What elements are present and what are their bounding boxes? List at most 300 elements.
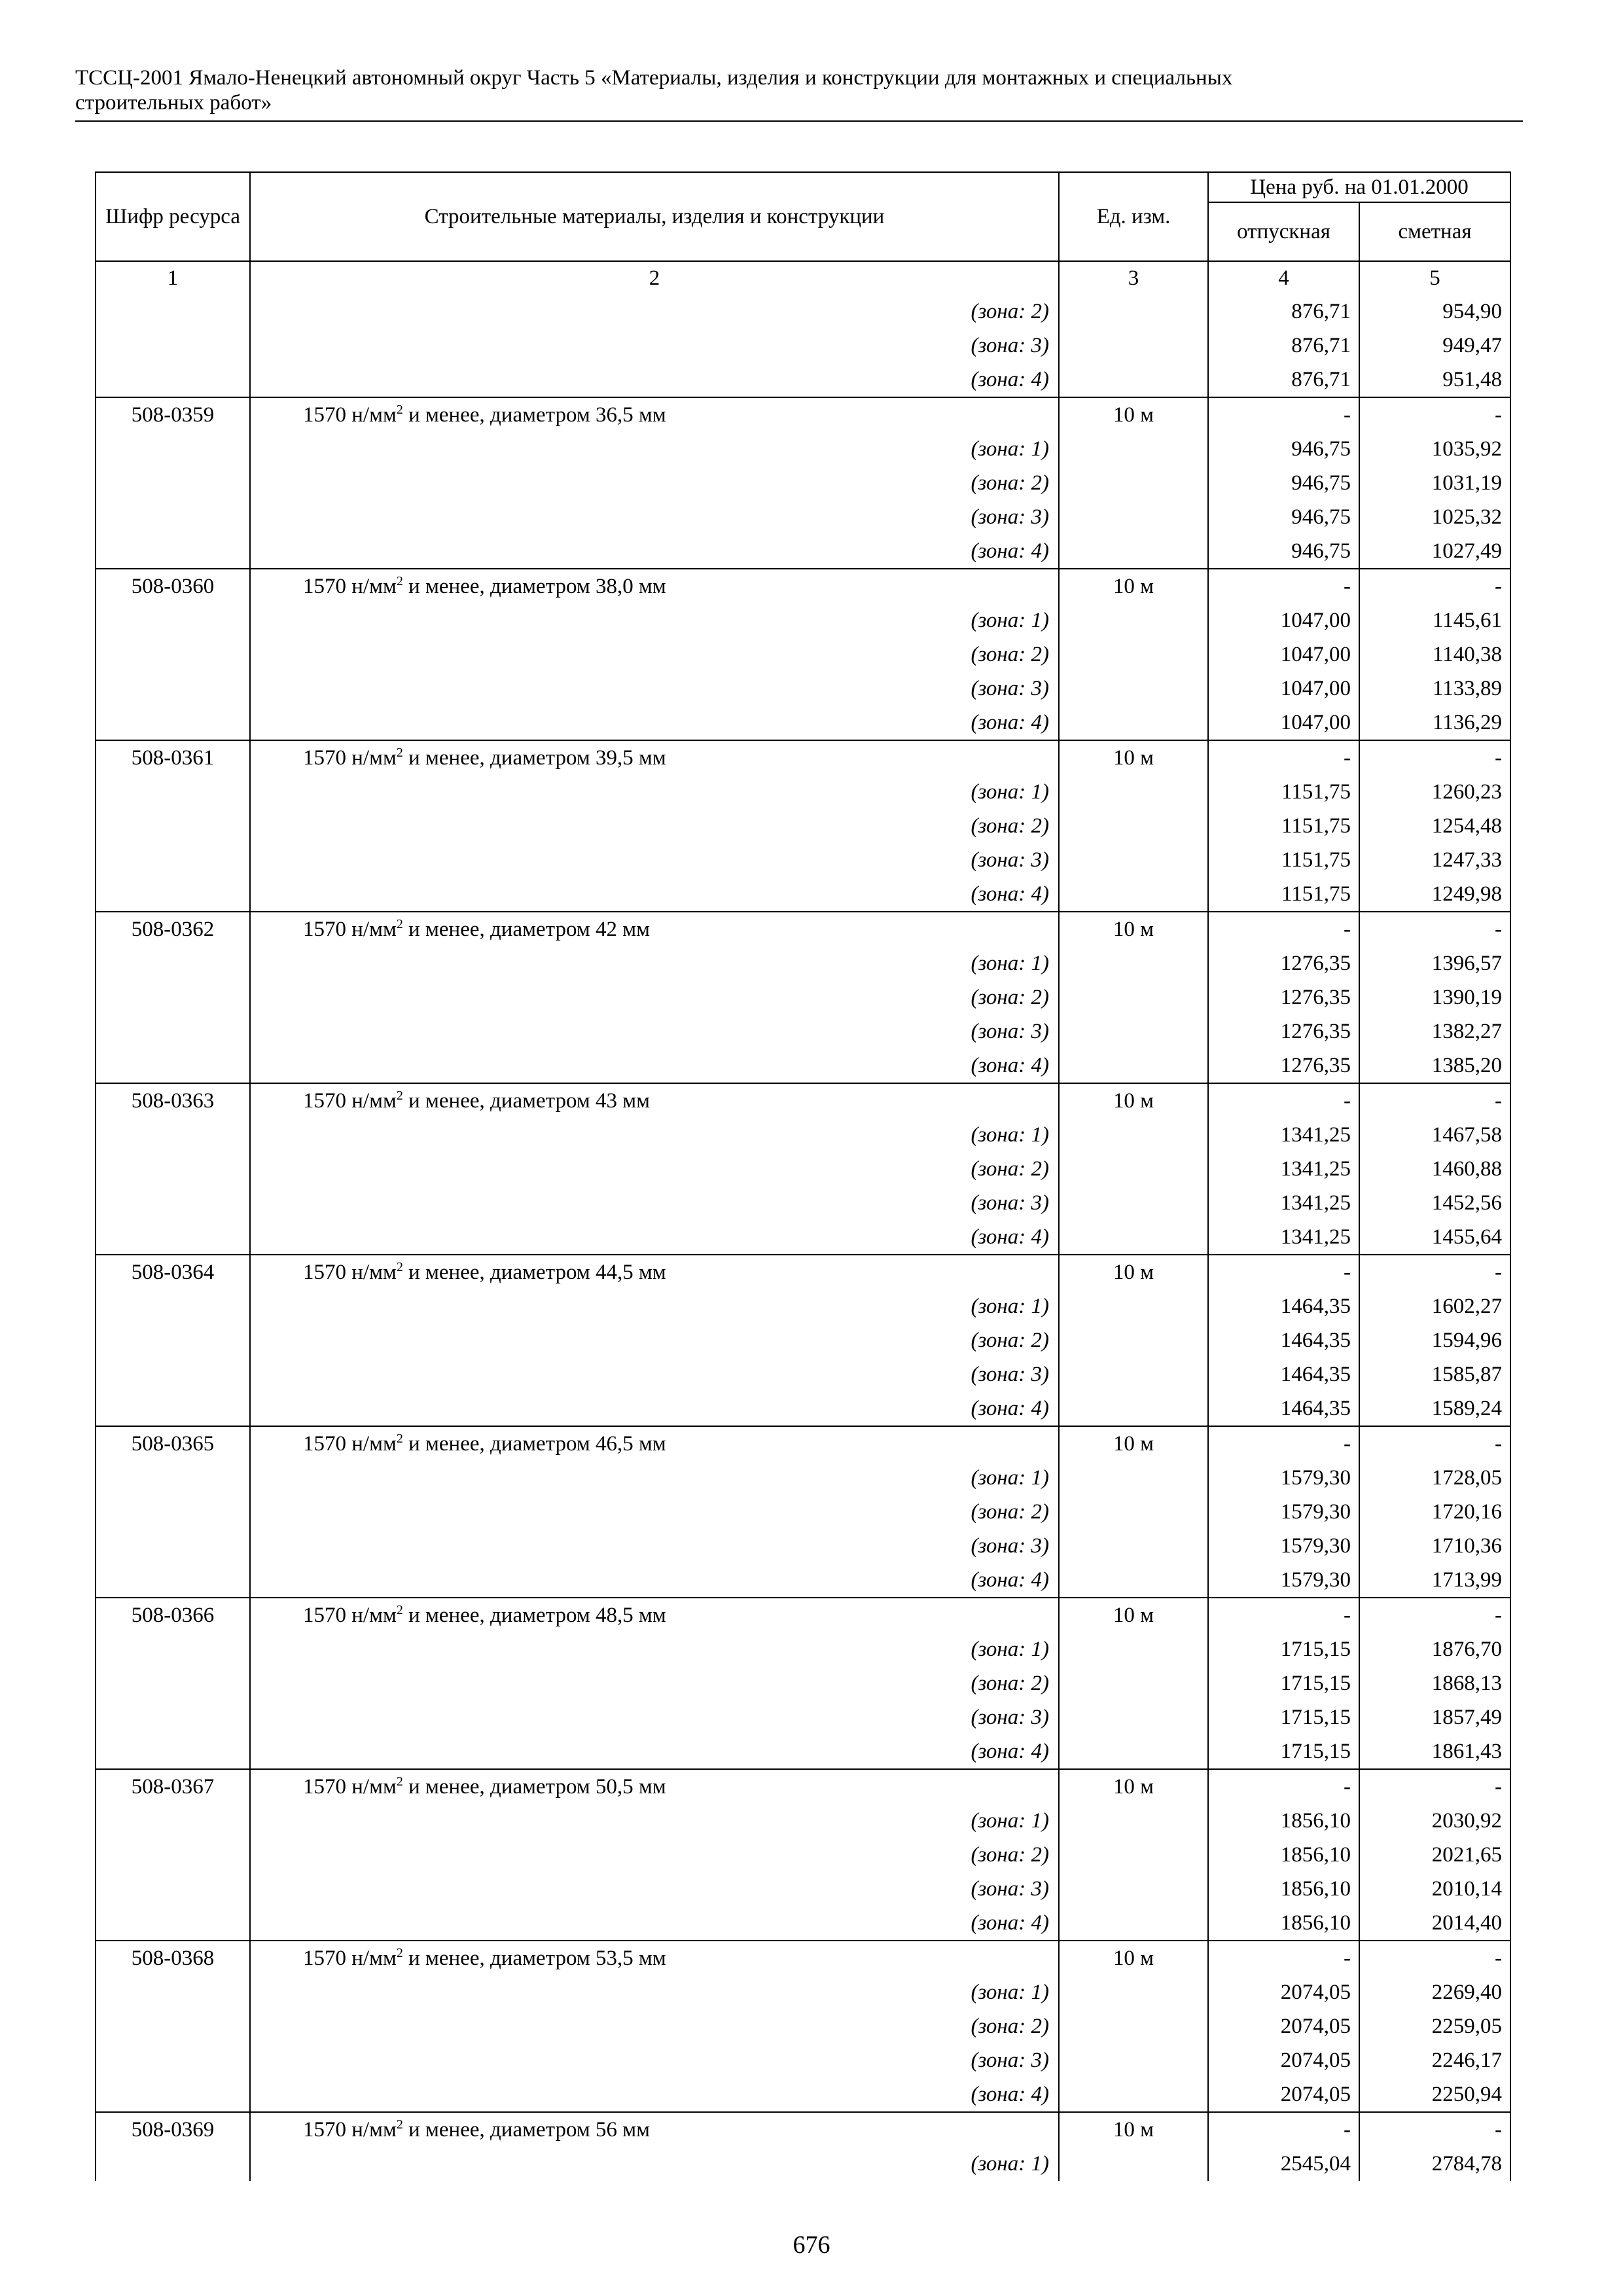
item-name <box>250 1769 1059 1804</box>
release-price: 1715,15 <box>1208 1734 1359 1769</box>
zone-label: (зона: 4) <box>250 2077 1059 2112</box>
unit-cell <box>1059 775 1208 809</box>
item-name <box>250 2112 1059 2147</box>
estimate-price: - <box>1359 1426 1510 1461</box>
unit-cell <box>1059 877 1208 912</box>
release-price: - <box>1208 1941 1359 1975</box>
item-name-text: 1570 н/мм <box>303 1432 397 1456</box>
unit-cell <box>1059 432 1208 466</box>
column-number: 3 <box>1059 261 1208 295</box>
zone-label: (зона: 1) <box>250 2147 1059 2181</box>
zone-label: (зона: 3) <box>250 1872 1059 1906</box>
item-name-text: и менее, диаметром 53,5 мм <box>402 1946 666 1970</box>
zone-row <box>96 980 1510 1014</box>
item-name <box>250 740 1059 775</box>
estimate-price: 949,47 <box>1359 329 1510 363</box>
item-row <box>96 1941 1510 1975</box>
zone-row <box>96 1872 1510 1906</box>
release-price: 1276,35 <box>1208 946 1359 980</box>
item-name-text: 1570 н/мм <box>303 1261 397 1284</box>
code-cell <box>96 980 250 1014</box>
zone-row <box>96 1495 1510 1529</box>
zone-label: (зона: 1) <box>250 1461 1059 1495</box>
zone-label: (зона: 2) <box>250 466 1059 500</box>
unit-cell <box>1059 2043 1208 2077</box>
header-line-2: строительных работ» <box>75 91 272 115</box>
zone-label: (зона: 4) <box>250 1563 1059 1598</box>
continuation-row <box>96 329 1510 363</box>
code-cell <box>96 1804 250 1838</box>
zone-label: (зона: 2) <box>250 2009 1059 2043</box>
code-cell <box>96 432 250 466</box>
zone-label: (зона: 1) <box>250 1804 1059 1838</box>
zone-label: (зона: 2) <box>250 637 1059 672</box>
item-name-superscript: 2 <box>396 1260 403 1274</box>
resource-code: 508-0360 <box>96 569 250 603</box>
unit-cell: 10 м <box>1059 1941 1208 1975</box>
estimate-price: 1710,36 <box>1359 1529 1510 1563</box>
code-cell <box>96 706 250 740</box>
item-name-text: и менее, диаметром 46,5 мм <box>402 1432 666 1456</box>
unit-cell <box>1059 1118 1208 1152</box>
item-row <box>96 1426 1510 1461</box>
item-name-text: 1570 н/мм <box>303 1946 397 1970</box>
zone-label: (зона: 3) <box>250 1014 1059 1049</box>
page-number: 676 <box>793 2231 830 2259</box>
release-price: 1276,35 <box>1208 980 1359 1014</box>
zone-label: (зона: 1) <box>250 1118 1059 1152</box>
item-row <box>96 1255 1510 1289</box>
zone-label: (зона: 1) <box>250 432 1059 466</box>
unit-cell <box>1059 2077 1208 2112</box>
zone-row <box>96 500 1510 534</box>
unit-cell: 10 м <box>1059 1769 1208 1804</box>
continuation-row <box>96 363 1510 397</box>
release-price: 1579,30 <box>1208 1495 1359 1529</box>
estimate-price: 1857,49 <box>1359 1700 1510 1734</box>
item-row <box>96 912 1510 946</box>
estimate-price: 1136,29 <box>1359 706 1510 740</box>
unit-cell <box>1059 1049 1208 1083</box>
resource-code: 508-0368 <box>96 1941 250 1975</box>
item-name-superscript: 2 <box>396 1774 403 1789</box>
code-cell <box>96 1323 250 1357</box>
estimate-price: 1254,48 <box>1359 809 1510 843</box>
unit-cell: 10 м <box>1059 2112 1208 2147</box>
code-cell <box>96 809 250 843</box>
release-price: 1276,35 <box>1208 1014 1359 1049</box>
estimate-price: - <box>1359 569 1510 603</box>
release-price: - <box>1208 397 1359 432</box>
release-price: - <box>1208 569 1359 603</box>
zone-label: (зона: 4) <box>250 1220 1059 1255</box>
unit-cell <box>1059 1289 1208 1323</box>
release-price: 876,71 <box>1208 363 1359 397</box>
unit-cell <box>1059 1734 1208 1769</box>
unit-cell <box>1059 1529 1208 1563</box>
code-cell <box>96 1529 250 1563</box>
zone-label: (зона: 4) <box>250 1049 1059 1083</box>
zone-row <box>96 1734 1510 1769</box>
code-cell <box>96 775 250 809</box>
estimate-price: 1460,88 <box>1359 1152 1510 1186</box>
release-price: 1047,00 <box>1208 603 1359 637</box>
code-cell <box>96 637 250 672</box>
estimate-price: - <box>1359 740 1510 775</box>
zone-row <box>96 1804 1510 1838</box>
zone-row <box>96 1632 1510 1666</box>
unit-cell <box>1059 603 1208 637</box>
item-name-superscript: 2 <box>396 1431 403 1446</box>
zone-label: (зона: 3) <box>250 1700 1059 1734</box>
zone-row <box>96 1391 1510 1426</box>
zone-label: (зона: 2) <box>250 980 1059 1014</box>
code-cell <box>96 1152 250 1186</box>
code-cell <box>96 1289 250 1323</box>
unit-cell <box>1059 1495 1208 1529</box>
unit-cell: 10 м <box>1059 740 1208 775</box>
zone-label: (зона: 3) <box>250 1529 1059 1563</box>
unit-cell <box>1059 980 1208 1014</box>
zone-row <box>96 1152 1510 1186</box>
release-price: 1047,00 <box>1208 672 1359 706</box>
item-name-superscript: 2 <box>396 917 403 931</box>
unit-cell <box>1059 500 1208 534</box>
column-number: 4 <box>1208 261 1359 295</box>
unit-cell <box>1059 946 1208 980</box>
header-estimate-price: сметная <box>1359 202 1510 261</box>
release-price: 2074,05 <box>1208 2077 1359 2112</box>
release-price: 1151,75 <box>1208 775 1359 809</box>
estimate-price: 954,90 <box>1359 295 1510 329</box>
zone-label: (зона: 4) <box>250 1391 1059 1426</box>
item-name-superscript: 2 <box>396 403 403 417</box>
column-number: 1 <box>96 261 250 295</box>
estimate-price: 1720,16 <box>1359 1495 1510 1529</box>
unit-cell <box>1059 363 1208 397</box>
release-price: 946,75 <box>1208 466 1359 500</box>
unit-cell <box>1059 1632 1208 1666</box>
zone-row <box>96 1289 1510 1323</box>
code-cell <box>96 1906 250 1941</box>
estimate-price: 951,48 <box>1359 363 1510 397</box>
header-price-group: Цена руб. на 01.01.2000 <box>1208 172 1510 202</box>
item-name-superscript: 2 <box>396 1603 403 1617</box>
release-price: - <box>1208 2112 1359 2147</box>
item-name-superscript: 2 <box>396 745 403 760</box>
column-number: 2 <box>250 261 1059 295</box>
estimate-price: 1031,19 <box>1359 466 1510 500</box>
estimate-price: 1390,19 <box>1359 980 1510 1014</box>
zone-label: (зона: 1) <box>250 1975 1059 2009</box>
zone-row <box>96 1049 1510 1083</box>
code-cell <box>96 1666 250 1700</box>
code-cell <box>96 466 250 500</box>
zone-row <box>96 1323 1510 1357</box>
zone-label: (зона: 3) <box>250 1186 1059 1220</box>
release-price: 946,75 <box>1208 534 1359 569</box>
release-price: 1464,35 <box>1208 1323 1359 1357</box>
code-cell <box>96 500 250 534</box>
release-price: 1341,25 <box>1208 1186 1359 1220</box>
zone-row <box>96 1563 1510 1598</box>
zone-row <box>96 534 1510 569</box>
zone-row <box>96 877 1510 912</box>
zone-row <box>96 2009 1510 2043</box>
release-price: 1856,10 <box>1208 1804 1359 1838</box>
release-price: 1341,25 <box>1208 1152 1359 1186</box>
release-price: 2074,05 <box>1208 1975 1359 2009</box>
item-name-text: 1570 н/мм <box>303 1775 397 1799</box>
zone-row <box>96 637 1510 672</box>
zone-label: (зона: 1) <box>250 603 1059 637</box>
item-name-text: 1570 н/мм <box>303 746 397 770</box>
continuation-row <box>96 295 1510 329</box>
column-numbers-row <box>96 261 1510 295</box>
unit-cell <box>1059 295 1208 329</box>
zone-label: (зона: 3) <box>250 672 1059 706</box>
code-cell <box>96 672 250 706</box>
unit-cell <box>1059 329 1208 363</box>
unit-cell: 10 м <box>1059 569 1208 603</box>
unit-cell <box>1059 1975 1208 2009</box>
item-row <box>96 397 1510 432</box>
item-name-text: 1570 н/мм <box>303 575 397 598</box>
estimate-price: 1876,70 <box>1359 1632 1510 1666</box>
estimate-price: 1589,24 <box>1359 1391 1510 1426</box>
unit-cell <box>1059 706 1208 740</box>
code-cell <box>96 843 250 877</box>
release-price: 1579,30 <box>1208 1563 1359 1598</box>
code-cell <box>96 1975 250 2009</box>
code-cell <box>96 946 250 980</box>
zone-row <box>96 1666 1510 1700</box>
zone-row <box>96 1529 1510 1563</box>
estimate-price: - <box>1359 2112 1510 2147</box>
estimate-price: - <box>1359 397 1510 432</box>
unit-cell <box>1059 1700 1208 1734</box>
estimate-price: 1140,38 <box>1359 637 1510 672</box>
code-cell <box>96 1734 250 1769</box>
release-price: 876,71 <box>1208 295 1359 329</box>
release-price: 2545,04 <box>1208 2147 1359 2181</box>
item-name-text: и менее, диаметром 38,0 мм <box>402 575 666 598</box>
code-cell <box>96 1461 250 1495</box>
header-line-1: ТССЦ-2001 Ямало-Ненецкий автономный округ Часть 5 «Материалы, изделия и конструкции для монтажных и специальных <box>75 66 1233 90</box>
code-cell <box>96 1049 250 1083</box>
item-name-text: и менее, диаметром 42 мм <box>402 918 650 941</box>
code-cell <box>96 295 250 329</box>
zone-row <box>96 775 1510 809</box>
zone-label: (зона: 2) <box>250 1666 1059 1700</box>
zone-label: (зона: 4) <box>250 877 1059 912</box>
estimate-price: 1602,27 <box>1359 1289 1510 1323</box>
estimate-price: 1728,05 <box>1359 1461 1510 1495</box>
zone-label: (зона: 2) <box>250 1495 1059 1529</box>
release-price: 1715,15 <box>1208 1700 1359 1734</box>
zone-label: (зона: 2) <box>250 1323 1059 1357</box>
unit-cell <box>1059 1186 1208 1220</box>
unit-cell <box>1059 1461 1208 1495</box>
header-unit: Ед. изм. <box>1059 172 1208 261</box>
zone-row <box>96 603 1510 637</box>
release-price: 1856,10 <box>1208 1906 1359 1941</box>
unit-cell <box>1059 1804 1208 1838</box>
release-price: 1579,30 <box>1208 1461 1359 1495</box>
zone-row <box>96 1357 1510 1391</box>
estimate-price: 2259,05 <box>1359 2009 1510 2043</box>
header-rule <box>75 120 1523 122</box>
zone-row <box>96 946 1510 980</box>
item-row <box>96 1083 1510 1118</box>
zone-row <box>96 1118 1510 1152</box>
estimate-price: 2014,40 <box>1359 1906 1510 1941</box>
unit-cell <box>1059 1220 1208 1255</box>
price-table <box>95 171 1511 2181</box>
item-name-superscript: 2 <box>396 2117 403 2132</box>
item-name <box>250 1941 1059 1975</box>
code-cell <box>96 877 250 912</box>
code-cell <box>96 1186 250 1220</box>
release-price: 1151,75 <box>1208 809 1359 843</box>
zone-row <box>96 809 1510 843</box>
zone-label: (зона: 1) <box>250 946 1059 980</box>
item-name <box>250 397 1059 432</box>
code-cell <box>96 1632 250 1666</box>
estimate-price: 1396,57 <box>1359 946 1510 980</box>
release-price: 1715,15 <box>1208 1632 1359 1666</box>
unit-cell <box>1059 1563 1208 1598</box>
item-name-text: 1570 н/мм <box>303 1089 397 1113</box>
zone-row <box>96 1700 1510 1734</box>
estimate-price: - <box>1359 1769 1510 1804</box>
estimate-price: 1382,27 <box>1359 1014 1510 1049</box>
unit-cell: 10 м <box>1059 1255 1208 1289</box>
unit-cell <box>1059 466 1208 500</box>
unit-cell <box>1059 1323 1208 1357</box>
estimate-price: 1133,89 <box>1359 672 1510 706</box>
release-price: - <box>1208 1769 1359 1804</box>
code-cell <box>96 2147 250 2181</box>
item-name-text: и менее, диаметром 56 мм <box>402 2118 650 2142</box>
code-cell <box>96 1220 250 1255</box>
estimate-price: 1035,92 <box>1359 432 1510 466</box>
zone-label: (зона: 2) <box>250 1838 1059 1872</box>
unit-cell <box>1059 1152 1208 1186</box>
item-row <box>96 2112 1510 2147</box>
estimate-price: 2030,92 <box>1359 1804 1510 1838</box>
item-name-superscript: 2 <box>396 1088 403 1103</box>
estimate-price: 1713,99 <box>1359 1563 1510 1598</box>
estimate-price: 1025,32 <box>1359 500 1510 534</box>
code-cell <box>96 1357 250 1391</box>
release-price: 1341,25 <box>1208 1118 1359 1152</box>
zone-row <box>96 2043 1510 2077</box>
code-cell <box>96 1118 250 1152</box>
estimate-price: 1868,13 <box>1359 1666 1510 1700</box>
estimate-price: 1260,23 <box>1359 775 1510 809</box>
item-name <box>250 912 1059 946</box>
estimate-price: 1594,96 <box>1359 1323 1510 1357</box>
item-name-text: и менее, диаметром 36,5 мм <box>402 403 666 427</box>
release-price: 946,75 <box>1208 432 1359 466</box>
page-header <box>75 65 1522 115</box>
item-row <box>96 1598 1510 1632</box>
unit-cell <box>1059 2009 1208 2043</box>
zone-label: (зона: 3) <box>250 843 1059 877</box>
release-price: 1464,35 <box>1208 1289 1359 1323</box>
release-price: 1341,25 <box>1208 1220 1359 1255</box>
estimate-price: 1452,56 <box>1359 1186 1510 1220</box>
item-name-text: и менее, диаметром 44,5 мм <box>402 1261 666 1284</box>
item-name <box>250 1426 1059 1461</box>
estimate-price: 2784,78 <box>1359 2147 1510 2181</box>
estimate-price: 2010,14 <box>1359 1872 1510 1906</box>
unit-cell <box>1059 1357 1208 1391</box>
code-cell <box>96 603 250 637</box>
estimate-price: 2250,94 <box>1359 2077 1510 2112</box>
unit-cell <box>1059 1014 1208 1049</box>
code-cell <box>96 2009 250 2043</box>
unit-cell <box>1059 1872 1208 1906</box>
unit-cell <box>1059 1838 1208 1872</box>
zone-row <box>96 843 1510 877</box>
unit-cell: 10 м <box>1059 1598 1208 1632</box>
release-price: 1579,30 <box>1208 1529 1359 1563</box>
item-name <box>250 1255 1059 1289</box>
resource-code: 508-0359 <box>96 397 250 432</box>
estimate-price: 2269,40 <box>1359 1975 1510 2009</box>
release-price: 1856,10 <box>1208 1872 1359 1906</box>
estimate-price: - <box>1359 1255 1510 1289</box>
header-material: Строительные материалы, изделия и конструкции <box>250 172 1059 261</box>
release-price: 1276,35 <box>1208 1049 1359 1083</box>
item-name-text: 1570 н/мм <box>303 918 397 941</box>
unit-cell: 10 м <box>1059 397 1208 432</box>
release-price: - <box>1208 740 1359 775</box>
code-cell <box>96 534 250 569</box>
header-release-price: отпускная <box>1208 202 1359 261</box>
estimate-price: 1455,64 <box>1359 1220 1510 1255</box>
unit-cell <box>1059 2147 1208 2181</box>
release-price: - <box>1208 1598 1359 1632</box>
release-price: 1464,35 <box>1208 1357 1359 1391</box>
code-cell <box>96 1014 250 1049</box>
release-price: 1464,35 <box>1208 1391 1359 1426</box>
item-name-text: и менее, диаметром 39,5 мм <box>402 746 666 770</box>
code-cell <box>96 329 250 363</box>
unit-cell <box>1059 534 1208 569</box>
estimate-price: - <box>1359 1083 1510 1118</box>
unit-cell <box>1059 1906 1208 1941</box>
item-row <box>96 1769 1510 1804</box>
code-cell <box>96 1700 250 1734</box>
estimate-price: 1145,61 <box>1359 603 1510 637</box>
code-cell <box>96 2077 250 2112</box>
estimate-price: 2246,17 <box>1359 2043 1510 2077</box>
release-price: 1715,15 <box>1208 1666 1359 1700</box>
code-cell <box>96 1391 250 1426</box>
code-cell <box>96 1563 250 1598</box>
zone-row <box>96 1220 1510 1255</box>
unit-cell <box>1059 1666 1208 1700</box>
estimate-price: - <box>1359 1598 1510 1632</box>
table-body <box>96 295 1510 2181</box>
estimate-price: 2021,65 <box>1359 1838 1510 1872</box>
estimate-price: 1861,43 <box>1359 1734 1510 1769</box>
zone-label: (зона: 1) <box>250 1289 1059 1323</box>
estimate-price: 1385,20 <box>1359 1049 1510 1083</box>
